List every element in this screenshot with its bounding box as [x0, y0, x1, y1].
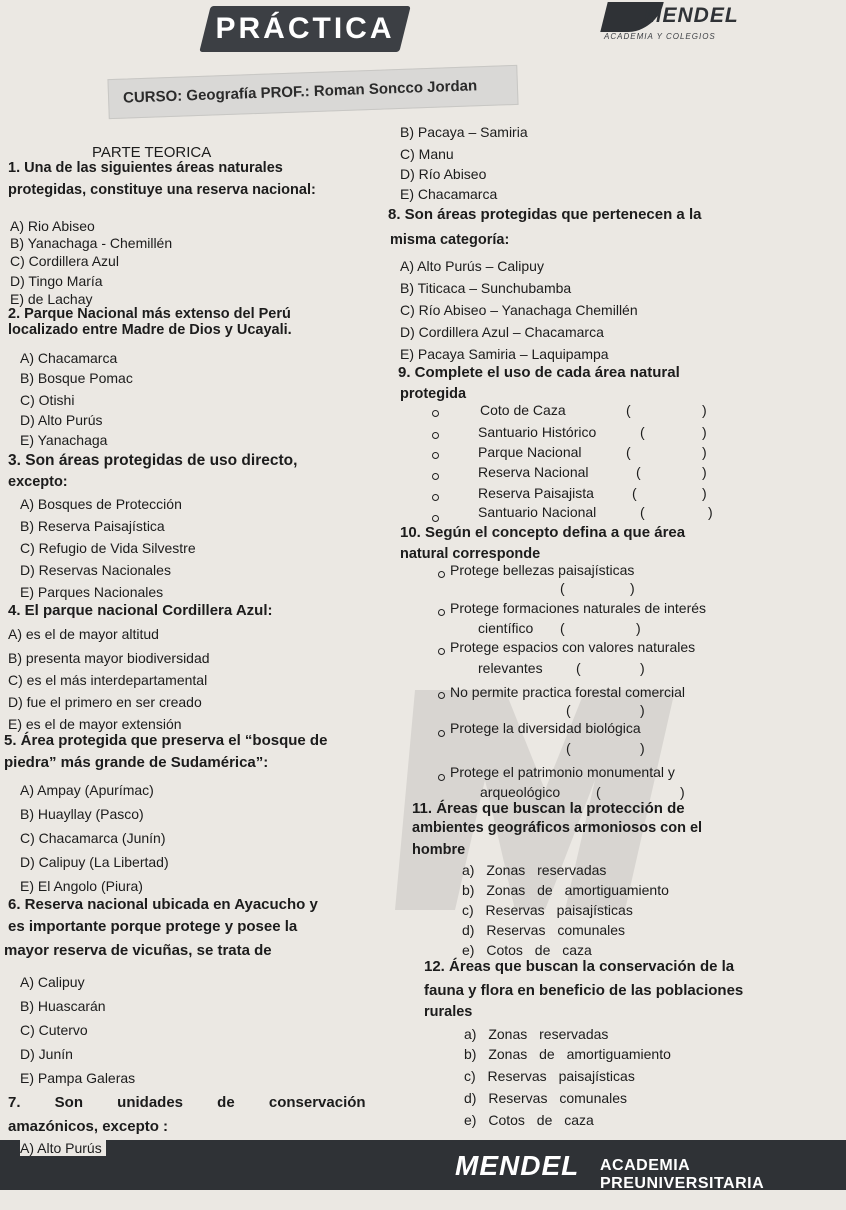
- q6-option-a: A) Calipuy: [20, 974, 85, 990]
- q10-item1-blank: (: [560, 580, 565, 596]
- q10-item3-blank-close: ): [640, 660, 645, 676]
- q5-option-e: E) El Angolo (Piura): [20, 878, 143, 894]
- q2-option-c: C) Otishi: [20, 392, 75, 408]
- q8-option-d: D) Cordillera Azul – Chacamarca: [400, 324, 604, 340]
- footer-bar: [0, 1140, 846, 1190]
- q9-item5: Reserva Paisajista: [478, 485, 594, 501]
- q7-option-a: A) Alto Purús: [20, 1140, 106, 1156]
- q5-option-d: D) Calipuy (La Libertad): [20, 854, 169, 870]
- q12-line1: 12. Áreas que buscan la conservación de la: [424, 958, 735, 975]
- q2-line1: 2. Parque Nacional más extenso del Perú: [8, 306, 291, 322]
- q10-item5: Protege la diversidad biológica: [450, 720, 641, 736]
- q5-line1: 5. Área protegida que preserva el “bosque de: [4, 732, 328, 749]
- q9-item3-blank-close: ): [702, 444, 707, 460]
- q10-item6-blank: (: [596, 784, 601, 800]
- q10-item6-blank-close: ): [680, 784, 685, 800]
- q11-line3: hombre: [412, 842, 466, 858]
- q5-line2: piedra” más grande de Sudamérica”:: [4, 754, 269, 771]
- q11-option-d: d) Reservas comunales: [462, 922, 626, 938]
- q9-item5-blank-close: ): [702, 485, 707, 501]
- q9-item6-blank-close: ): [708, 504, 713, 520]
- q12-option-a: a) Zonas reservadas: [464, 1026, 609, 1042]
- q10-item3-blank: (: [576, 660, 581, 676]
- q12-option-d: d) Reservas comunales: [464, 1090, 628, 1106]
- q9-item2: Santuario Histórico: [478, 424, 597, 440]
- q12-option-e: e) Cotos de caza: [464, 1112, 594, 1128]
- q2-option-a: A) Chacamarca: [20, 350, 118, 366]
- q10-item6-line1: Protege el patrimonio monumental y: [450, 764, 675, 780]
- q10-item4-blank-close: ): [640, 702, 645, 718]
- q6-option-b: B) Huascarán: [20, 998, 106, 1014]
- q10-line1: 10. Según el concepto defina a que área: [400, 524, 686, 541]
- q7-option-d: D) Río Abiseo: [400, 166, 487, 182]
- q11-line2: ambientes geográficos armoniosos con el: [412, 820, 703, 836]
- q3-option-a: A) Bosques de Protección: [20, 496, 182, 512]
- q7-option-e: E) Chacamarca: [400, 186, 498, 202]
- q6-option-c: C) Cutervo: [20, 1022, 88, 1038]
- q9-item4-blank-close: ): [702, 464, 707, 480]
- q10-item2-line1: Protege formaciones naturales de interés: [450, 600, 707, 616]
- q10-item4-bullet-icon: [438, 692, 445, 699]
- q2-option-d: D) Alto Purús: [20, 412, 103, 428]
- logo-subtitle: ACADEMIA Y COLEGIOS: [604, 32, 716, 41]
- q8-line1: 8. Son áreas protegidas que pertenecen a la: [388, 206, 702, 223]
- q12-line2: fauna y flora en beneficio de las poblaciones: [424, 982, 744, 999]
- course-title: CURSO: Geografía PROF.: Roman Soncco Jordan: [122, 77, 478, 107]
- q1-option-b: B) Yanachaga - Chemillén: [10, 235, 173, 251]
- q7-option-c: C) Manu: [400, 146, 454, 162]
- q4-option-b: B) presenta mayor biodiversidad: [8, 650, 210, 666]
- q10-item5-blank-close: ): [640, 740, 645, 756]
- q4-option-c: C) es el más interdepartamental: [8, 672, 208, 688]
- q9-item4: Reserva Nacional: [478, 464, 589, 480]
- q9-item6-bullet-icon: [432, 515, 439, 522]
- q10-item1-bullet-icon: [438, 571, 445, 578]
- practica-banner: [199, 6, 410, 52]
- q7-option-b: B) Pacaya – Samiria: [400, 124, 528, 140]
- q10-item2-blank-close: ): [636, 620, 641, 636]
- q11-option-c: c) Reservas paisajísticas: [462, 902, 633, 918]
- q9-item4-bullet-icon: [432, 473, 439, 480]
- q4-option-e: E) es el de mayor extensión: [8, 716, 182, 732]
- q10-item4-blank: (: [566, 702, 571, 718]
- q3-line1: 3. Son áreas protegidas de uso directo,: [8, 452, 298, 469]
- q4-option-d: D) fue el primero en ser creado: [8, 694, 202, 710]
- q8-line2: misma categoría:: [390, 232, 510, 248]
- q11-line1: 11. Áreas que buscan la protección de: [412, 800, 685, 817]
- course-banner: [107, 65, 518, 119]
- q10-item4-line1: No permite practica forestal comercial: [450, 684, 685, 700]
- mendel-logo: [604, 0, 739, 50]
- q8-option-a: A) Alto Purús – Calipuy: [400, 258, 544, 274]
- q11-option-b: b) Zonas de amortiguamiento: [462, 882, 669, 898]
- q12-option-c: c) Reservas paisajísticas: [464, 1068, 635, 1084]
- q3-option-b: B) Reserva Paisajística: [20, 518, 165, 534]
- q8-option-c: C) Río Abiseo – Yanachaga Chemillén: [400, 302, 638, 318]
- q6-option-e: E) Pampa Galeras: [20, 1070, 136, 1086]
- q9-item6: Santuario Nacional: [478, 504, 597, 520]
- footer-brand: MENDEL: [455, 1150, 580, 1181]
- q3-line2: excepto:: [8, 474, 68, 490]
- q9-item3-bullet-icon: [432, 452, 439, 459]
- q10-line2: natural corresponde: [400, 546, 541, 562]
- q9-item2-bullet-icon: [432, 432, 439, 439]
- q8-option-e: E) Pacaya Samiria – Laquipampa: [400, 346, 609, 362]
- q9-item1-blank: (: [626, 402, 631, 418]
- q4-line1: 4. El parque nacional Cordillera Azul:: [8, 602, 273, 619]
- q11-option-a: a) Zonas reservadas: [462, 862, 607, 878]
- q9-item1-bullet-icon: [432, 410, 439, 417]
- q9-item5-blank: (: [632, 485, 637, 501]
- q10-item2-bullet-icon: [438, 609, 445, 616]
- q1-option-e: E) de Lachay: [10, 291, 93, 307]
- q10-item5-bullet-icon: [438, 730, 445, 737]
- q10-item1-blank-close: ): [630, 580, 635, 596]
- q6-line2: es importante porque protege y posee la: [8, 918, 298, 935]
- q10-item3-bullet-icon: [438, 648, 445, 655]
- q10-item5-blank: (: [566, 740, 571, 756]
- q10-item1: Protege bellezas paisajísticas: [450, 562, 635, 578]
- q9-item4-blank: (: [636, 464, 641, 480]
- practica-title: PRÁCTICA: [215, 12, 395, 45]
- footer-academia: ACADEMIA PREUNIVERSITARIA: [600, 1157, 765, 1192]
- q9-item2-blank-close: ): [702, 424, 707, 440]
- q9-line2: protegida: [400, 386, 467, 402]
- q3-option-c: C) Refugio de Vida Silvestre: [20, 540, 196, 556]
- q12-line3: rurales: [424, 1004, 473, 1020]
- q8-option-b: B) Titicaca – Sunchubamba: [400, 280, 572, 296]
- q1-option-a: A) Rio Abiseo: [10, 218, 95, 234]
- q1-line2: protegidas, constituye una reserva nacional:: [8, 182, 316, 198]
- q9-item3-blank: (: [626, 444, 631, 460]
- q9-item1-blank-close: ): [702, 402, 707, 418]
- q4-option-a: A) es el de mayor altitud: [8, 626, 159, 642]
- q1-option-d: D) Tingo María: [10, 273, 103, 289]
- q10-item2-line2: científico: [478, 620, 534, 636]
- q10-item3-line2: relevantes: [478, 660, 543, 676]
- q9-item1: Coto de Caza: [480, 402, 566, 418]
- q10-item3-line1: Protege espacios con valores naturales: [450, 639, 696, 655]
- logo-word: MENDEL: [644, 4, 739, 27]
- q5-option-b: B) Huayllay (Pasco): [20, 806, 144, 822]
- q10-item2-blank: (: [560, 620, 565, 636]
- q2-option-e: E) Yanachaga: [20, 432, 108, 448]
- q2-line2: localizado entre Madre de Dios y Ucayali.: [8, 322, 292, 338]
- q7-line1: 7. Son unidades de conservación: [8, 1094, 366, 1111]
- q6-line1: 6. Reserva nacional ubicada en Ayacucho y: [8, 896, 318, 913]
- q10-item6-line2: arqueológico: [480, 784, 561, 800]
- q6-option-d: D) Junín: [20, 1046, 73, 1062]
- q1-line1: 1. Una de las siguientes áreas naturales: [8, 160, 283, 176]
- q9-line1: 9. Complete el uso de cada área natural: [398, 364, 680, 381]
- q12-option-b: b) Zonas de amortiguamiento: [464, 1046, 671, 1062]
- q3-option-e: E) Parques Nacionales: [20, 584, 164, 600]
- q5-option-a: A) Ampay (Apurímac): [20, 782, 154, 798]
- q9-item6-blank: (: [640, 504, 645, 520]
- q11-option-e: e) Cotos de caza: [462, 942, 592, 958]
- q10-item6-bullet-icon: [438, 774, 445, 781]
- q9-item5-bullet-icon: [432, 494, 439, 501]
- section-title: PARTE TEORICA: [92, 144, 212, 161]
- q9-item2-blank: (: [640, 424, 645, 440]
- q9-item3: Parque Nacional: [478, 444, 582, 460]
- q6-line3: mayor reserva de vicuñas, se trata de: [4, 942, 272, 959]
- q5-option-c: C) Chacamarca (Junín): [20, 830, 166, 846]
- q7-line2: amazónicos, excepto :: [8, 1118, 169, 1135]
- q3-option-d: D) Reservas Nacionales: [20, 562, 171, 578]
- q2-option-b: B) Bosque Pomac: [20, 370, 133, 386]
- q1-option-c: C) Cordillera Azul: [10, 253, 119, 269]
